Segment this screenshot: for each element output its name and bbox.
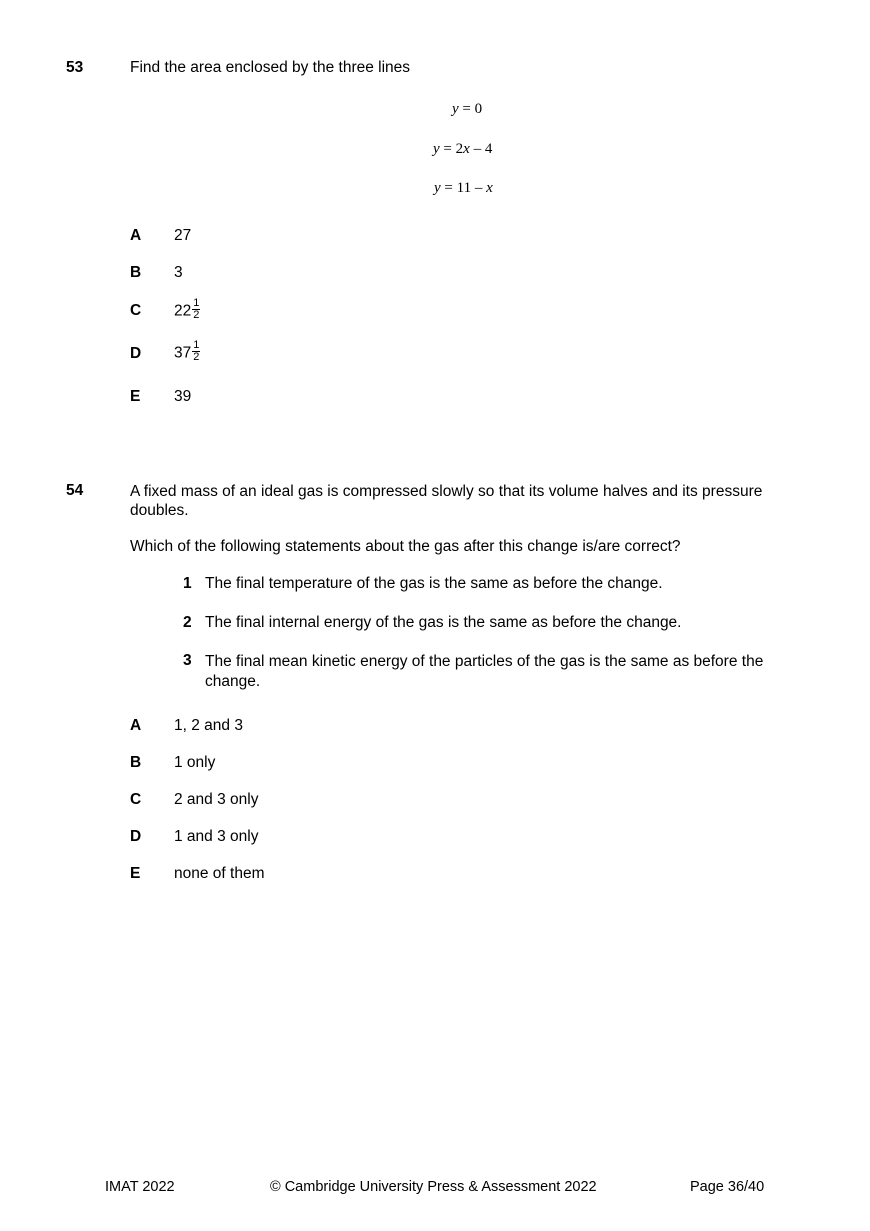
q54-option-e-text: none of them xyxy=(174,865,265,882)
statement-1-text: The final temperature of the gas is the same as before the change. xyxy=(205,575,663,592)
q53-option-d-letter: D xyxy=(130,345,142,362)
q54-option-c-letter: C xyxy=(130,791,142,808)
question-54-question: Which of the following statements about the gas after this change is/are correct? xyxy=(130,538,681,555)
question-53-number: 53 xyxy=(66,59,84,76)
equation-2: y = 2x – 4 xyxy=(433,141,493,157)
q54-option-a-text: 1, 2 and 3 xyxy=(174,717,243,734)
equation-1-rhs: 0 xyxy=(474,101,483,117)
question-53-prompt: Find the area enclosed by the three lines xyxy=(130,59,411,76)
footer-page-number: Page 36/40 xyxy=(690,1179,765,1195)
q53-option-c-numerator: 1 xyxy=(193,297,200,309)
equation-2-lhs: y xyxy=(433,141,440,157)
equation-3-lhs: y xyxy=(434,180,441,196)
q53-option-c-value xyxy=(174,297,200,323)
q53-option-d-value xyxy=(174,339,200,365)
statement-2-text: The final internal energy of the gas is the same as before the change. xyxy=(205,614,682,631)
q53-option-d-numerator: 1 xyxy=(193,339,200,351)
question-54-stem: A fixed mass of an ideal gas is compressed slowly so that its volume halves and its pressure doubles. xyxy=(130,483,763,519)
q53-option-d-whole: 37 xyxy=(174,344,192,362)
q54-option-c-text: 2 and 3 only xyxy=(174,791,259,808)
q54-option-d-text: 1 and 3 only xyxy=(174,828,259,845)
q53-option-d-fraction xyxy=(192,340,200,363)
equation-3-var: x xyxy=(486,180,493,196)
statement-2-number: 2 xyxy=(183,614,192,631)
q53-option-c-letter: C xyxy=(130,302,142,319)
equation-2-coef: 2 xyxy=(455,141,464,157)
equation-3: y = 11 – x xyxy=(434,180,493,196)
q54-option-b-letter: B xyxy=(130,754,142,771)
q53-option-c-denominator: 2 xyxy=(193,309,200,321)
q53-option-c-whole: 22 xyxy=(174,302,192,320)
statement-1-number: 1 xyxy=(183,575,192,592)
q53-option-a-letter: A xyxy=(130,227,142,244)
q54-option-b-text: 1 only xyxy=(174,754,216,771)
footer-exam-name: IMAT 2022 xyxy=(105,1179,175,1195)
q53-option-b-letter: B xyxy=(130,264,142,281)
equation-2-var: x xyxy=(463,141,470,157)
equation-1: y = 0 xyxy=(452,101,483,117)
q53-option-e-text: 39 xyxy=(174,388,192,405)
q54-option-e-letter: E xyxy=(130,865,141,882)
equation-3-const: 11 – xyxy=(456,180,487,196)
q53-option-c-fraction xyxy=(192,298,200,321)
question-54-number: 54 xyxy=(66,482,84,499)
statement-3-number: 3 xyxy=(183,652,192,669)
q54-option-d-letter: D xyxy=(130,828,142,845)
footer-copyright: © Cambridge University Press & Assessment 2022 xyxy=(270,1179,597,1195)
equation-2-const: – 4 xyxy=(469,141,493,157)
q53-option-a-text: 27 xyxy=(174,227,192,244)
equation-1-lhs: y xyxy=(452,101,459,117)
q53-option-e-letter: E xyxy=(130,388,141,405)
q53-option-b-text: 3 xyxy=(174,264,183,281)
statement-3-text: The final mean kinetic energy of the particles of the gas is the same as before the change. xyxy=(205,653,764,690)
q54-option-a-letter: A xyxy=(130,717,142,734)
q53-option-d-denominator: 2 xyxy=(193,351,200,363)
